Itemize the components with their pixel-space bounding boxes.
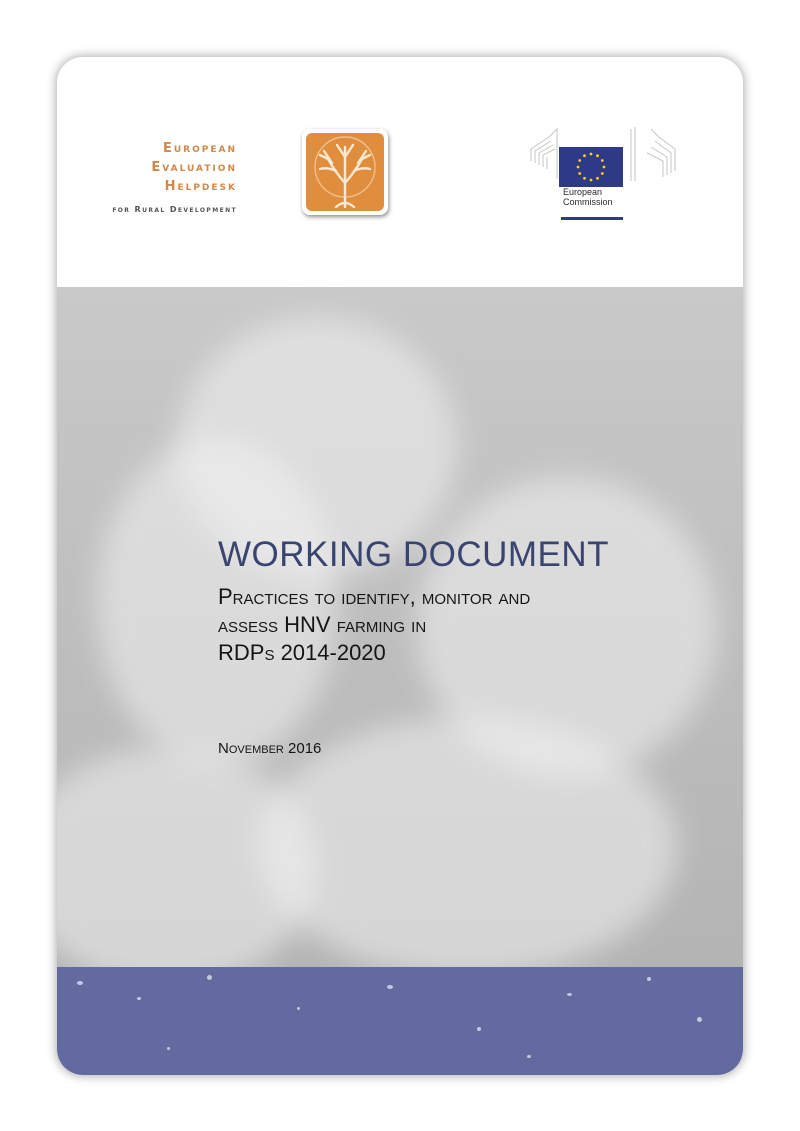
cover-header — [57, 57, 743, 287]
ec-line-2: Commission — [563, 197, 613, 207]
publication-date: November 2016 — [218, 740, 322, 757]
frost-speck — [567, 993, 572, 996]
eeh-logo — [105, 129, 345, 229]
frost-speck — [647, 977, 651, 981]
footer-band — [57, 967, 743, 1075]
frost-pattern — [57, 747, 317, 967]
eeh-line-1: European — [162, 141, 237, 156]
eeh-wordmark — [112, 139, 237, 219]
eeh-subline: for Rural Development — [112, 205, 237, 214]
document-title — [218, 583, 718, 667]
frost-speck — [387, 985, 393, 989]
ec-underline — [561, 217, 623, 220]
berlaymont-building-icon — [529, 119, 679, 189]
document-title-line-2: assess HNV farming in — [218, 612, 427, 637]
title-block — [218, 535, 718, 667]
document-type: WORKING DOCUMENT — [218, 535, 610, 574]
ec-wordmark — [563, 187, 613, 207]
frost-speck — [527, 1055, 531, 1058]
frost-speck — [167, 1047, 170, 1050]
european-commission-logo — [529, 119, 679, 219]
frost-speck — [207, 975, 212, 980]
document-title-line-1: Practices to identify, monitor and — [218, 584, 531, 609]
tree-badge-background — [306, 133, 384, 211]
tree-badge — [302, 129, 388, 215]
frost-speck — [697, 1017, 702, 1022]
frost-speck — [297, 1007, 300, 1010]
frost-speck — [137, 997, 141, 1000]
cover-page — [57, 57, 743, 1075]
tree-icon — [306, 133, 384, 211]
frost-speck — [77, 981, 83, 985]
document-title-line-3: RDPs 2014-2020 — [218, 640, 386, 665]
ec-line-1: European — [563, 187, 603, 197]
eeh-line-3: Helpdesk — [164, 179, 237, 194]
eeh-line-2: Evaluation — [151, 160, 237, 175]
frost-speck — [477, 1027, 481, 1031]
